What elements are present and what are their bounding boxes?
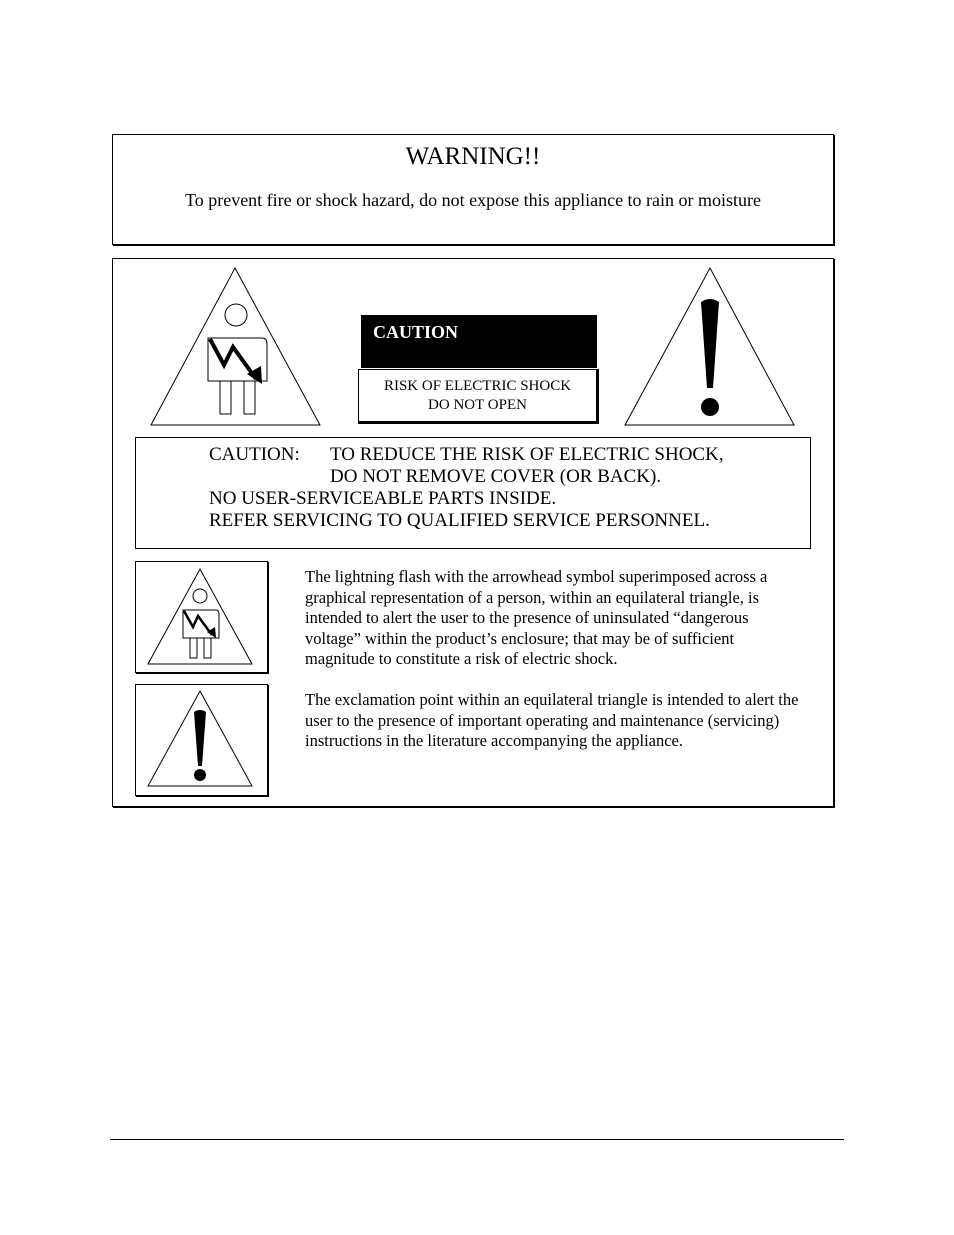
small-electric-shock-icon <box>147 568 253 666</box>
exclamation-symbol-description: The exclamation point within an equilateral triangle is intended to alert the user to the presence of important operating and maintenance (servicing) instructions in the literature accompanying the appliance. <box>305 690 799 750</box>
lightning-symbol-description: The lightning flash with the arrowhead symbol superimposed across a graphical representation of a person, within an equilateral triangle, is intended to alert the user to the presence of uninsulated “dangerous voltage” within the product’s enclosure; that may be of sufficient magnitude to constitute a risk of electric shock. <box>305 567 768 668</box>
warning-title: WARNING!! <box>405 143 541 170</box>
caution-label-body <box>358 369 599 424</box>
electric-shock-warning-icon <box>150 266 322 426</box>
small-exclamation-icon <box>147 690 253 788</box>
footer-divider <box>110 1139 844 1140</box>
instruction-line1: TO REDUCE THE RISK OF ELECTRIC SHOCK, <box>330 444 724 465</box>
instruction-prefix: CAUTION: <box>209 444 300 465</box>
exclamation-warning-icon <box>624 266 796 426</box>
caution-label-line1: RISK OF ELECTRIC SHOCK <box>383 378 572 394</box>
instruction-line4: REFER SERVICING TO QUALIFIED SERVICE PERSONNEL. <box>209 510 710 531</box>
instruction-line2: DO NOT REMOVE COVER (OR BACK). <box>330 466 662 487</box>
caution-label-line2: DO NOT OPEN <box>428 397 527 413</box>
warning-box <box>112 134 834 245</box>
instruction-line3: NO USER-SERVICEABLE PARTS INSIDE. <box>209 488 557 509</box>
warning-text: To prevent fire or shock hazard, do not expose this appliance to rain or moisture <box>184 190 762 210</box>
caution-label-header: CAUTION <box>361 315 597 368</box>
